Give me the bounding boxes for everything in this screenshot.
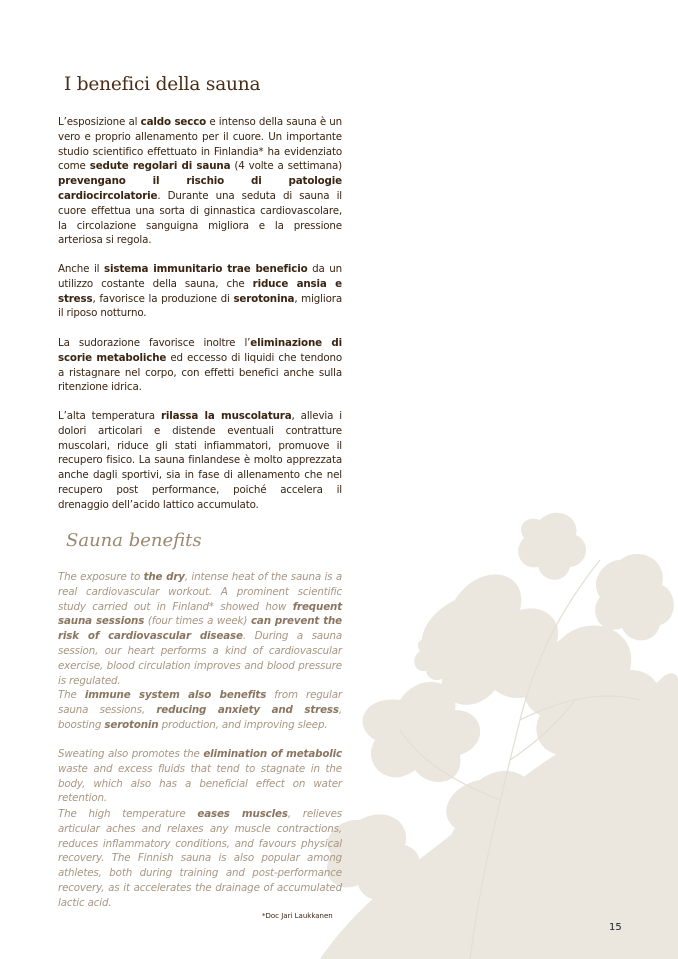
section-title-en: Sauna benefits bbox=[66, 530, 202, 551]
paragraph-it-1: L’esposizione al caldo secco e intenso della sauna è un vero e proprio allenamento per il cuore. Un importante studio scientifico effettuato in Finlandia* ha evidenziato come sedute regolari di sauna (4 volte a settimana) prevengano il rischio di patologie cardiocircolatorie. Durante una seduta di sauna il cuore effettua una sorta di ginnastica cardiovascolare, la circolazione sanguigna migliora e la pressione arteriosa si regola. bbox=[58, 116, 343, 247]
paragraph-en-4: The high temperature eases muscles, relieves articular aches and relaxes any muscle contractions, reduces inflammatory conditions, and favours physical recovery. The Finnish sauna is also popular among athletes, both during training and post-performance recovery, as it accelerates the drainage of accumulated lactic acid. bbox=[58, 808, 343, 909]
page-number: 15 bbox=[609, 922, 622, 933]
paragraph-en-2: The immune system also benefits from regular sauna sessions, reducing anxiety and stress, boosting serotonin production, and improving sleep. bbox=[58, 689, 343, 731]
footnote: *Doc Jari Laukkanen bbox=[262, 912, 333, 920]
paragraph-it-3: La sudorazione favorisce inoltre l’eliminazione di scorie metaboliche ed eccesso di liquidi che tendono a ristagnare nel corpo, con effetti benefici anche sulla ritenzione idrica. bbox=[58, 337, 343, 394]
paragraph-it-4: L’alta temperatura rilassa la muscolatura, allevia i dolori articolari e distende eventuali contratture muscolari, riduce gli stati infiammatori, promuove il recupero fisico. La sauna finlandese è molto apprezzata anche dagli sportivi, sia in fase di allenamento che nel recupero post performance, poiché accelera il drenaggio dell’acido lattico accumulato. bbox=[58, 410, 342, 511]
page-title-it: I benefici della sauna bbox=[64, 74, 261, 95]
paragraph-it-2: Anche il sistema immunitario trae beneficio da un utilizzo costante della sauna, che riduce ansia e stress, favorisce la produzione di serotonina, migliora il riposo notturno. bbox=[58, 263, 343, 320]
paragraph-en-3: Sweating also promotes the elimination of metabolic waste and excess fluids that tend to stagnate in the body, which also has a beneficial effect on water retention. bbox=[58, 748, 342, 805]
paragraph-en-1: The exposure to the dry, intense heat of the sauna is a real cardiovascular workout. A prominent scientific study carried out in Finland* showed how frequent sauna sessions (four times a week) can prevent the risk of cardiovascular disease. During a sauna session, our heart performs a kind of cardiovascular exercise, blood circulation improves and blood pressure is regulated. bbox=[58, 571, 342, 687]
